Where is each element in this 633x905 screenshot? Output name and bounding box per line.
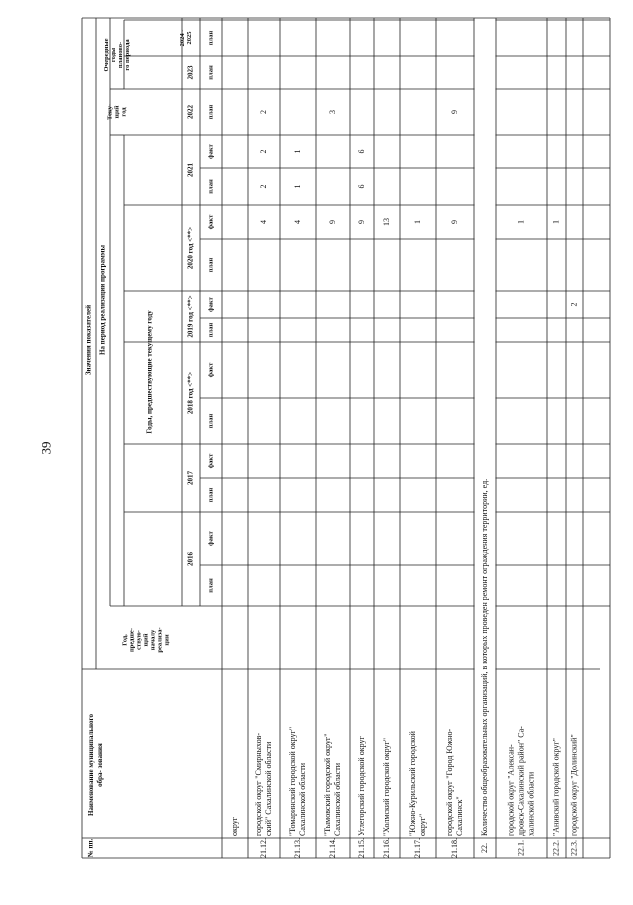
header-base-year: предше-	[128, 628, 136, 652]
row-name: ский" Сахалинской области	[263, 741, 273, 836]
row-number: 21.18.	[449, 838, 459, 858]
row-number: 21.17.	[412, 838, 422, 858]
header-col-name: Наименование муниципального	[87, 713, 96, 817]
header-year-2: 2018 год <**>	[186, 371, 195, 415]
header-base-year: щий	[142, 633, 150, 647]
row-number: 21.13.	[292, 838, 302, 858]
row-span-title: Количество общеобразовательных организаций, в которых проведен ремонт ограждения территории, ед.	[479, 478, 489, 836]
header-base-year: началу	[149, 629, 157, 651]
row-name: городской округ "Город Южно-	[444, 728, 454, 836]
header-plan-fact: план	[207, 179, 215, 194]
cell-value-p2021: 6	[356, 184, 366, 189]
header-plan-fact: факт	[207, 531, 215, 546]
row-name: округ	[229, 816, 239, 836]
cell-value-f2020: 13	[381, 218, 391, 226]
header-col-num: № пп.	[86, 838, 95, 858]
cell-value-f2020: 1	[551, 220, 561, 224]
cell-value-f2021: 1	[292, 149, 302, 154]
header-year-8: 2024 -	[178, 29, 186, 47]
header-next-years: годы	[109, 47, 117, 63]
header-base-year: ствую-	[135, 630, 143, 650]
page-number: 39	[38, 441, 54, 455]
header-next-years: планово-	[116, 41, 124, 69]
cell-value-f2020: 9	[327, 220, 337, 224]
row-name: городской округ "Смирныхов-	[253, 732, 263, 836]
header-current-year: щий	[113, 105, 121, 119]
cell-value-f2020: 4	[258, 220, 268, 224]
cell-value-f2021: 6	[356, 149, 366, 154]
cell-value-f2020: 9	[449, 220, 459, 224]
row-name: Углегорский городской округ	[356, 736, 366, 836]
row-number: 22.	[479, 843, 489, 853]
row-name: городской округ "Алексан-	[506, 744, 516, 836]
header-plan-fact: факт	[207, 214, 215, 230]
header-values: Значения показателей	[84, 304, 93, 376]
cell-value-f2020: 4	[292, 220, 302, 224]
row-name: "Тымовский городской округ"	[322, 733, 332, 836]
row-number: 21.16.	[381, 838, 391, 858]
header-current-year: год	[120, 107, 128, 117]
header-year-0: 2016	[186, 552, 195, 566]
header-plan-fact: факт	[207, 144, 215, 159]
header-plan-fact: план	[207, 413, 215, 429]
cell-value-f2020: 9	[356, 220, 366, 224]
header-year-6: 2022	[186, 105, 195, 119]
header-plan-fact: план	[207, 322, 215, 338]
row-number: 21.14.	[327, 838, 337, 858]
header-plan-fact: план	[207, 30, 215, 46]
row-number: 22.2.	[551, 840, 561, 856]
cell-value-p2022: 9	[449, 110, 459, 114]
header-year-8: 2025	[185, 31, 193, 45]
header-year-4: 2020 год <**>	[186, 226, 195, 270]
row-name: "Южно-Курильский городской	[407, 731, 417, 836]
header-plan-fact: факт	[207, 362, 215, 378]
header-prev-years: Годы, предшествующие текущему году	[145, 310, 154, 434]
row-name: халинской области	[526, 771, 536, 836]
header-year-7: 2023	[186, 65, 195, 80]
row-name: городской округ "Долинский"	[569, 734, 579, 836]
row-name: "Анивский городской округ"	[551, 738, 561, 836]
header-plan-fact: план	[207, 65, 215, 80]
cell-value-f2019: 2	[569, 302, 579, 307]
cell-value-f2020: 1	[516, 220, 526, 224]
cell-value-p2022: 3	[327, 110, 337, 114]
header-next-years: Очередные	[102, 38, 110, 72]
cell-value-p2021: 2	[258, 184, 268, 189]
row-number: 22.1.	[516, 840, 526, 856]
row-number: 21.12.	[258, 838, 268, 858]
header-plan-fact: план	[207, 487, 215, 503]
header-year-5: 2021	[186, 163, 195, 177]
row-name: Сахалинской области	[297, 762, 307, 836]
cell-value-p2022: 2	[258, 110, 268, 114]
header-plan-fact: факт	[207, 297, 215, 312]
header-plan-fact: факт	[207, 453, 215, 469]
row-name: "Томаринский городской округ"	[287, 726, 297, 836]
header-col-name: обра- зования	[96, 743, 105, 787]
header-plan-fact: план	[207, 104, 215, 120]
header-next-years: го периода	[123, 39, 131, 71]
cell-value-f2020: 1	[412, 220, 422, 224]
header-current-year: Теку-	[106, 103, 114, 121]
row-name: дровск-Сахалинский район" Са-	[516, 726, 526, 836]
row-number: 21.15.	[356, 838, 366, 858]
header-base-year: Год,	[121, 634, 129, 646]
row-number: 22.3.	[569, 840, 579, 856]
header-year-1: 2017	[186, 471, 195, 485]
row-name: Сахалинской области	[332, 762, 342, 836]
header-year-3: 2019 год <**>	[186, 295, 195, 338]
header-plan-fact: план	[207, 257, 215, 273]
row-name: округ"	[417, 813, 427, 836]
header-period: На период реализации программы	[98, 244, 107, 356]
header-plan-fact: план	[207, 578, 215, 593]
row-name: Сахалинск"	[454, 796, 464, 836]
cell-value-f2021: 2	[258, 149, 268, 154]
row-name: "Холмский городской округ"	[381, 737, 391, 836]
cell-value-p2021: 1	[292, 184, 302, 189]
header-base-year: ции	[163, 634, 171, 646]
header-base-year: реализа-	[156, 627, 164, 653]
